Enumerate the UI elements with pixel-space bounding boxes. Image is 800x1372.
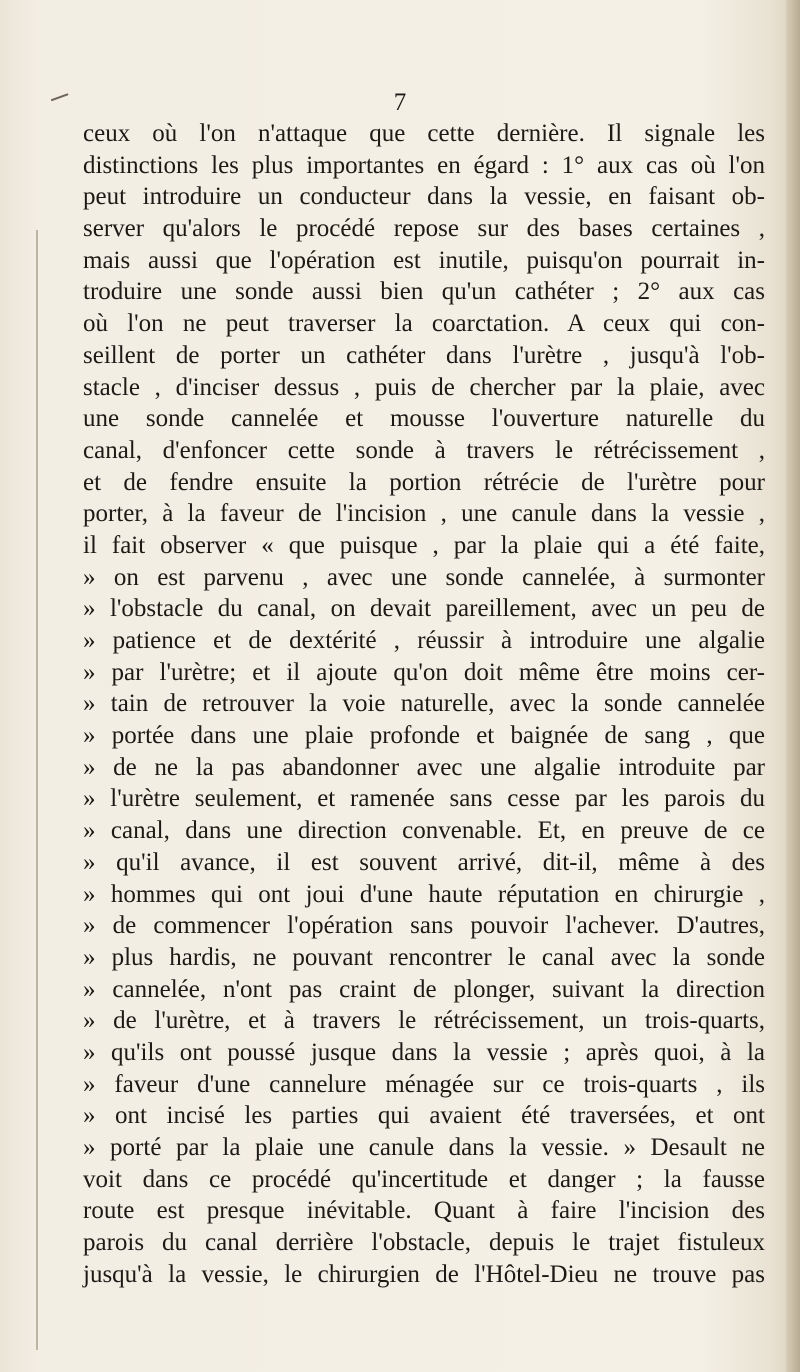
text-line: » qu'ils ont poussé jusque dans la vessie ; après quoi, à la [83,1038,765,1066]
text-line: » cannelée, n'ont pas craint de plonger, suivant la direction [83,975,765,1003]
text-line: » ont incisé les parties qui avaient été traversées, et ont [83,1102,765,1130]
text-line: stacle , d'inciser dessus , puis de chercher par la plaie, avec [83,373,765,401]
text-line: et de fendre ensuite la portion rétrécie de l'urètre pour [83,468,765,496]
text-line: route est presque inévitable. Quant à faire l'incision des [83,1197,765,1225]
text-line: porter, à la faveur de l'incision , une canule dans la vessie , [83,500,765,528]
text-line: voit dans ce procédé qu'incertitude et danger ; la fausse [83,1165,765,1193]
text-line: » de l'urètre, et à travers le rétrécissement, un trois-quarts, [83,1007,765,1035]
text-line: » faveur d'une cannelure ménagée sur ce trois-quarts , ils [83,1070,765,1098]
text-line: » qu'il avance, il est souvent arrivé, dit-il, même à des [83,848,765,876]
page-number: 7 [393,89,407,116]
text-line: » l'urètre seulement, et ramenée sans cesse par les parois du [83,785,765,813]
text-line: » de ne la pas abandonner avec une algalie introduite par [83,753,765,781]
text-line: ceux où l'on n'attaque que cette dernière. Il signale les [83,120,765,147]
body-text [83,118,765,1290]
text-line: » on est parvenu , avec une sonde cannelée, à surmonter [83,563,765,591]
text-line: » hommes qui ont joui d'une haute réputation en chirurgie , [83,880,765,908]
text-line: peut introduire un conducteur dans la vessie, en faisant ob- [83,183,765,211]
text-line: distinctions les plus importantes en égard : 1° aux cas où l'on [83,151,765,179]
text-line: » canal, dans une direction convenable. Et, en preuve de ce [83,817,765,845]
text-line: » l'obstacle du canal, on devait pareillement, avec un peu de [83,595,765,623]
text-line: server qu'alors le procédé repose sur des bases certaines , [83,215,765,243]
text-line: » de commencer l'opération sans pouvoir l'achever. D'autres, [83,912,765,940]
text-line: où l'on ne peut traverser la coarctation. A ceux qui con- [83,310,765,338]
text-line: parois du canal derrière l'obstacle, depuis le trajet fistuleux [83,1229,765,1257]
text-line: une sonde cannelée et mousse l'ouverture naturelle du [83,405,765,433]
text-line: il fait observer « que puisque , par la plaie qui a été faite, [83,531,765,559]
text-line: » porté par la plaie une canule dans la vessie. » Desault ne [83,1134,765,1161]
text-line: » tain de retrouver la voie naturelle, avec la sonde cannelée [83,690,765,718]
text-line: mais aussi que l'opération est inutile, puisqu'on pourrait in- [83,246,765,274]
text-line: canal, d'enfoncer cette sonde à travers le rétrécissement , [83,436,765,464]
page-edge [786,0,800,1372]
text-line: troduire une sonde aussi bien qu'un cathéter ; 2° aux cas [83,278,765,306]
text-line: » par l'urètre; et il ajoute qu'on doit même être moins cer- [83,658,765,686]
text-line: » plus hardis, ne pouvant rencontrer le canal avec la sonde [83,943,765,971]
text-line: » patience et de dextérité , réussir à introduire une algalie [83,627,765,654]
text-line: » portée dans une plaie profonde et baignée de sang , que [83,722,765,750]
text-line: seillent de porter un cathéter dans l'urètre , jusqu'à l'ob- [83,341,765,369]
page-fold-shadow [36,230,38,1350]
text-line: jusqu'à la vessie, le chirurgien de l'Hôtel-Dieu ne trouve pas [83,1260,765,1288]
